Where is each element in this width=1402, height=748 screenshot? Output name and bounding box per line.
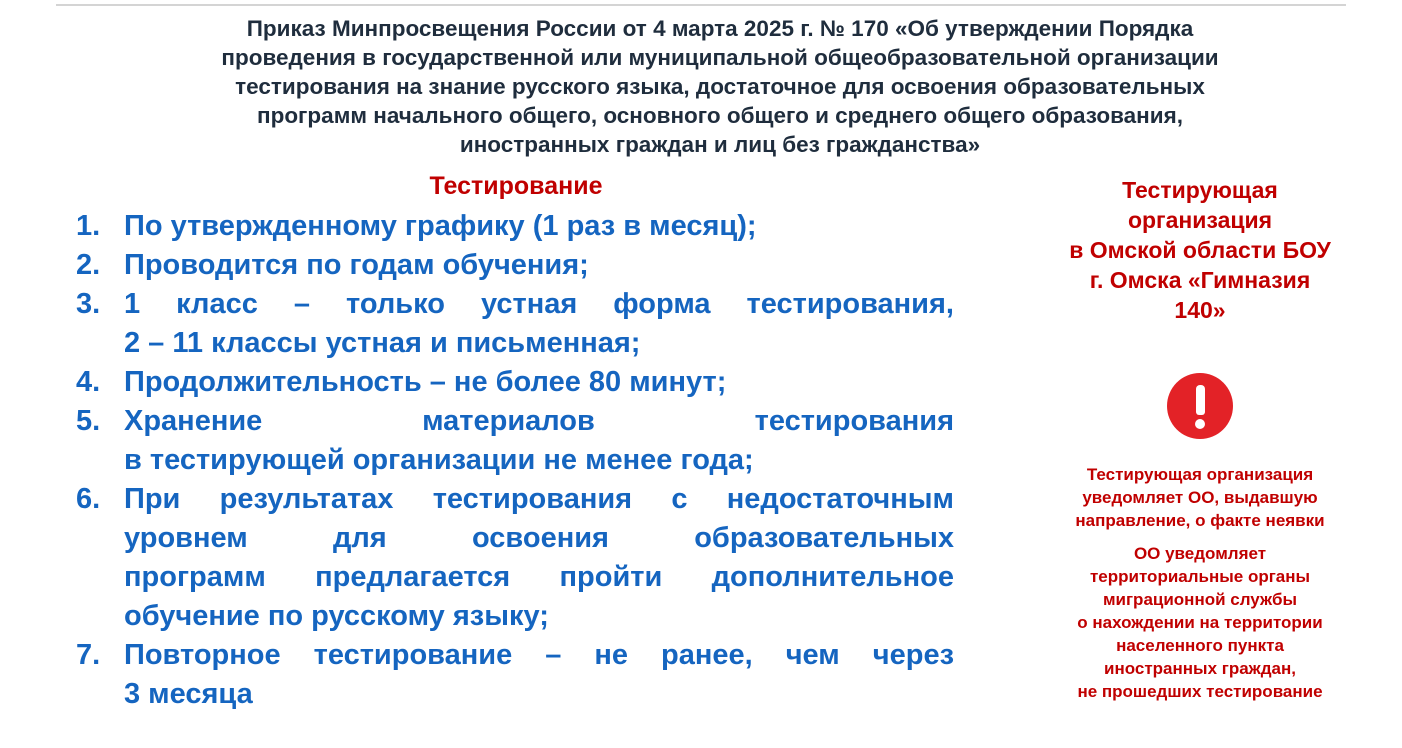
exclamation-bar bbox=[1196, 385, 1205, 415]
heading-line: в Омской области БОУ bbox=[1069, 237, 1331, 263]
item-text: 2 – 11 классы устная и письменная; bbox=[124, 327, 641, 359]
item-text: При результатах тестирования с недостаточным bbox=[124, 483, 954, 515]
title-line: программ начального общего, основного общего и среднего общего образования, bbox=[256, 103, 1183, 128]
item-text: 3 месяца bbox=[124, 678, 253, 710]
item-number: 6. bbox=[76, 483, 101, 515]
list-item bbox=[66, 246, 954, 285]
item-number: 1. bbox=[76, 210, 101, 242]
migration-notice bbox=[1030, 542, 1370, 703]
heading-line: организация bbox=[1127, 207, 1273, 233]
item-number: 5. bbox=[76, 405, 101, 437]
item-text: Проводится по годам обучения; bbox=[124, 249, 589, 281]
item-text: обучение по русскому языку; bbox=[124, 600, 549, 632]
list-item bbox=[66, 285, 954, 363]
item-text: Хранение материалов тестирования bbox=[124, 405, 954, 437]
testing-organization-heading bbox=[1030, 175, 1370, 325]
note-line: ОО уведомляет bbox=[1133, 544, 1267, 563]
heading-line: Тестирующая bbox=[1122, 177, 1278, 203]
top-divider bbox=[56, 4, 1346, 6]
item-number: 4. bbox=[76, 366, 101, 398]
note-line: направление, о факте неявки bbox=[1075, 511, 1325, 530]
note-line: Тестирующая организация bbox=[1086, 465, 1314, 484]
note-line: населенного пункта bbox=[1116, 636, 1284, 655]
note-line: не прошедших тестирование bbox=[1077, 682, 1323, 701]
note-line: иностранных граждан, bbox=[1104, 659, 1296, 678]
item-number: 7. bbox=[76, 639, 101, 671]
title-line: Приказ Минпросвещения России от 4 марта 2025 г. № 170 «Об утверждении Порядка bbox=[246, 16, 1194, 41]
list-item bbox=[66, 363, 954, 402]
testing-organization-panel bbox=[1030, 175, 1370, 703]
note-line: уведомляет ОО, выдавшую bbox=[1082, 488, 1318, 507]
list-item bbox=[66, 480, 954, 636]
exclamation-dot bbox=[1195, 419, 1205, 429]
item-text: в тестирующей организации не менее года; bbox=[124, 444, 754, 476]
testing-heading: Тестирование bbox=[429, 172, 603, 200]
exclamation-circle-icon bbox=[1167, 373, 1233, 439]
item-number: 2. bbox=[76, 249, 101, 281]
item-number: 3. bbox=[76, 288, 101, 320]
title-line: тестирования на знание русского языка, достаточное для освоения образовательных bbox=[235, 74, 1205, 99]
item-text: уровнем для освоения образовательных bbox=[124, 522, 954, 554]
item-text: Продолжительность – не более 80 минут; bbox=[124, 366, 727, 398]
item-text: 1 класс – только устная форма тестирования, bbox=[124, 288, 954, 320]
item-text: Повторное тестирование – не ранее, чем через bbox=[124, 639, 954, 671]
title-line: иностранных граждан и лиц без гражданства» bbox=[459, 132, 981, 157]
heading-line: 140» bbox=[1174, 297, 1226, 323]
title-line: проведения в государственной или муниципальной общеобразовательной организации bbox=[221, 45, 1219, 70]
no-show-notice bbox=[1030, 463, 1370, 532]
item-text: По утвержденному графику (1 раз в месяц); bbox=[124, 210, 757, 242]
note-line: территориальные органы bbox=[1089, 567, 1311, 586]
list-item bbox=[66, 402, 954, 480]
list-item bbox=[66, 207, 954, 246]
item-text: программ предлагается пройти дополнительное bbox=[124, 561, 954, 593]
testing-rules-list bbox=[66, 207, 954, 714]
note-line: о нахождении на территории bbox=[1077, 613, 1323, 632]
list-item bbox=[66, 636, 954, 714]
document-title bbox=[90, 14, 1350, 159]
note-line: миграционной службы bbox=[1102, 590, 1298, 609]
warning-icon-wrapper bbox=[1030, 373, 1370, 439]
heading-line: г. Омска «Гимназия bbox=[1089, 267, 1311, 293]
